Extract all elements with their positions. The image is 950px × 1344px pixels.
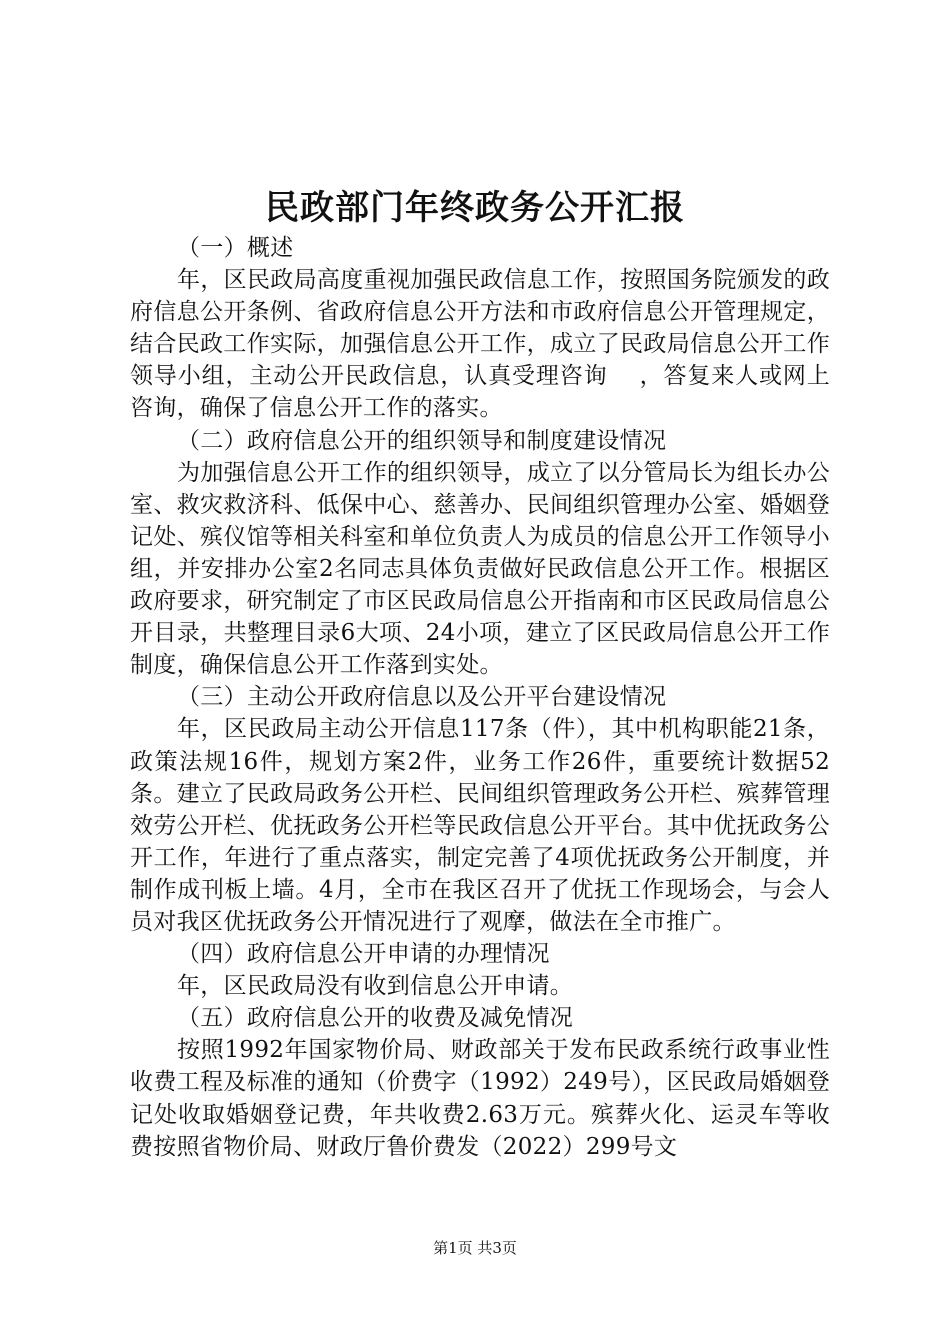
section-paragraph: 年，区民政局高度重视加强民政信息工作，按照国务院颁发的政府信息公开条例、省政府信息公开方法和市政府信息公开管理规定，结合民政工作实际，加强信息公开工作，成立了民政局信息公开工作领导小组，主动公开民政信息，认真受理咨询 ，答复来人或网上咨询，确保了信息公开工作的落实。 [130, 267, 830, 422]
section-paragraph: 年，区民政局没有收到信息公开申请。 [177, 973, 574, 1000]
document-body [130, 232, 830, 1163]
section-paragraph: 按照1992年国家物价局、财政部关于发布民政系统行政事业性收费工程及标准的通知（价费字（1992）249号），区民政局婚姻登记处收取婚姻登记费，年共收费2.63万元。殡葬火化、运灵车等收费按照省物价局、财政厅鲁价费发（2022）299号文 [130, 1037, 830, 1160]
page-footer: 第1页 共3页 [433, 1239, 517, 1257]
section-heading: （二）政府信息公开的组织领导和制度建设情况 [177, 427, 667, 454]
document-title: 民政部门年终政务公开汇报 [265, 188, 685, 228]
section-paragraph: 为加强信息公开工作的组织领导，成立了以分管局长为组长办公室、救灾救济科、低保中心、慈善办、民间组织管理办公室、婚姻登记处、殡仪馆等相关科室和单位负责人为成员的信息公开工作领导小组，并安排办公室2名同志具体负责做好民政信息公开工作。根据区政府要求，研究制定了市区民政局信息公开指南和市区民政局信息公开目录，共整理目录6大项、24小项，建立了区民政局信息公开工作制度，确保信息公开工作落到实处。 [130, 459, 830, 679]
section-heading: （四）政府信息公开申请的办理情况 [177, 941, 550, 968]
section-heading: （五）政府信息公开的收费及减免情况 [177, 1005, 574, 1032]
section-heading: （一）概述 [177, 235, 294, 261]
section-paragraph: 年，区民政局主动公开信息117条（件），其中机构职能21条，政策法规16件，规划方案2件，业务工作26件，重要统计数据52条。建立了民政局政务公开栏、民间组织管理政务公开栏、殡葬管理效劳公开栏、优抚政务公开栏等民政信息公开平台。其中优抚政务公开工作，年进行了重点落实，制定完善了4项优抚政务公开制度，并制作成刊板上墙。4月，全市在我区召开了优抚工作现场会，与会人员对我区优抚政务公开情况进行了观摩，做法在全市推广。 [130, 716, 830, 935]
section-heading: （三）主动公开政府信息以及公开平台建设情况 [177, 684, 667, 711]
